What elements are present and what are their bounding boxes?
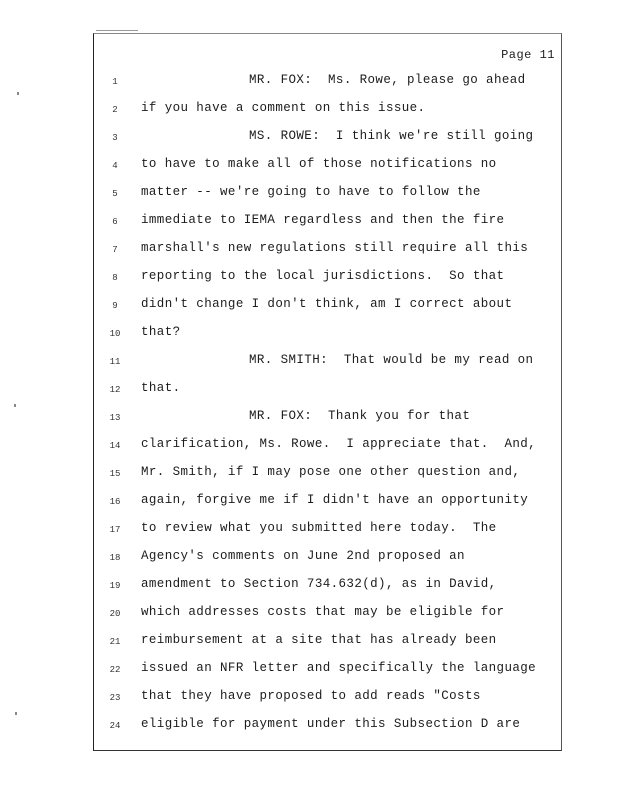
line-text: MR. FOX: Ms. Rowe, please go ahead (249, 73, 526, 87)
transcript-line (94, 325, 561, 353)
line-number: 8 (112, 273, 118, 283)
scan-artifact (15, 712, 17, 715)
line-text: to review what you submitted here today. The (141, 521, 497, 535)
transcript-line (94, 213, 561, 241)
line-text: MS. ROWE: I think we're still going (249, 129, 534, 143)
transcript-line (94, 269, 561, 297)
line-text: that they have proposed to add reads "Costs (141, 689, 481, 703)
line-number: 2 (112, 105, 118, 115)
scan-artifact (96, 30, 138, 31)
scan-artifact (17, 92, 19, 95)
transcript-line (94, 577, 561, 605)
transcript-line (94, 437, 561, 465)
transcript-line (94, 241, 561, 269)
line-number: 16 (109, 497, 121, 507)
transcript-line (94, 353, 561, 381)
scan-artifact (14, 404, 16, 407)
line-text: amendment to Section 734.632(d), as in David, (141, 577, 497, 591)
transcript-line (94, 493, 561, 521)
transcript-line (94, 157, 561, 185)
line-number: 17 (109, 525, 121, 535)
line-text: again, forgive me if I didn't have an opportunity (141, 493, 529, 507)
transcript-line (94, 73, 561, 101)
line-text: MR. FOX: Thank you for that (249, 409, 471, 423)
line-number: 10 (109, 329, 121, 339)
line-number: 19 (109, 581, 121, 591)
line-number: 23 (109, 693, 121, 703)
line-text: issued an NFR letter and specifically the language (141, 661, 537, 675)
transcript-line (94, 549, 561, 577)
line-number: 21 (109, 637, 121, 647)
line-number: 1 (112, 77, 118, 87)
line-number: 24 (109, 721, 121, 731)
line-number: 4 (112, 161, 118, 171)
line-text: matter -- we're going to have to follow the (141, 185, 481, 199)
line-text: MR. SMITH: That would be my read on (249, 353, 534, 367)
line-number: 3 (112, 133, 118, 143)
transcript-line (94, 717, 561, 745)
line-text: which addresses costs that may be eligible for (141, 605, 505, 619)
transcript-line (94, 381, 561, 409)
line-text: Mr. Smith, if I may pose one other question and, (141, 465, 521, 479)
transcript-line (94, 409, 561, 437)
transcript-line (94, 185, 561, 213)
line-number: 20 (109, 609, 121, 619)
page-number: Page 11 (501, 48, 555, 62)
line-text: reporting to the local jurisdictions. So that (141, 269, 505, 283)
line-number: 5 (112, 189, 118, 199)
transcript-line (94, 297, 561, 325)
line-text: to have to make all of those notifications no (141, 157, 497, 171)
line-number: 7 (112, 245, 118, 255)
transcript-line (94, 605, 561, 633)
line-number: 12 (109, 385, 121, 395)
line-number: 9 (112, 301, 118, 311)
transcript-line (94, 689, 561, 717)
transcript-line (94, 633, 561, 661)
line-number: 11 (109, 357, 121, 367)
line-number: 22 (109, 665, 121, 675)
line-number: 14 (109, 441, 121, 451)
line-text: eligible for payment under this Subsection D are (141, 717, 521, 731)
line-text: immediate to IEMA regardless and then the fire (141, 213, 505, 227)
transcript-line (94, 661, 561, 689)
transcript-line (94, 101, 561, 129)
line-text: that. (141, 381, 181, 395)
line-number: 15 (109, 469, 121, 479)
transcript-page (93, 33, 562, 751)
line-number: 6 (112, 217, 118, 227)
line-text: if you have a comment on this issue. (141, 101, 426, 115)
line-number: 18 (109, 553, 121, 563)
line-text: that? (141, 325, 181, 339)
transcript-line (94, 465, 561, 493)
line-text: reimbursement at a site that has already been (141, 633, 497, 647)
line-text: clarification, Ms. Rowe. I appreciate that. And, (141, 437, 537, 451)
transcript-line (94, 521, 561, 549)
line-text: didn't change I don't think, am I correct about (141, 297, 513, 311)
line-text: marshall's new regulations still require all this (141, 241, 529, 255)
line-number: 13 (109, 413, 121, 423)
line-text: Agency's comments on June 2nd proposed an (141, 549, 465, 563)
transcript-line (94, 129, 561, 157)
